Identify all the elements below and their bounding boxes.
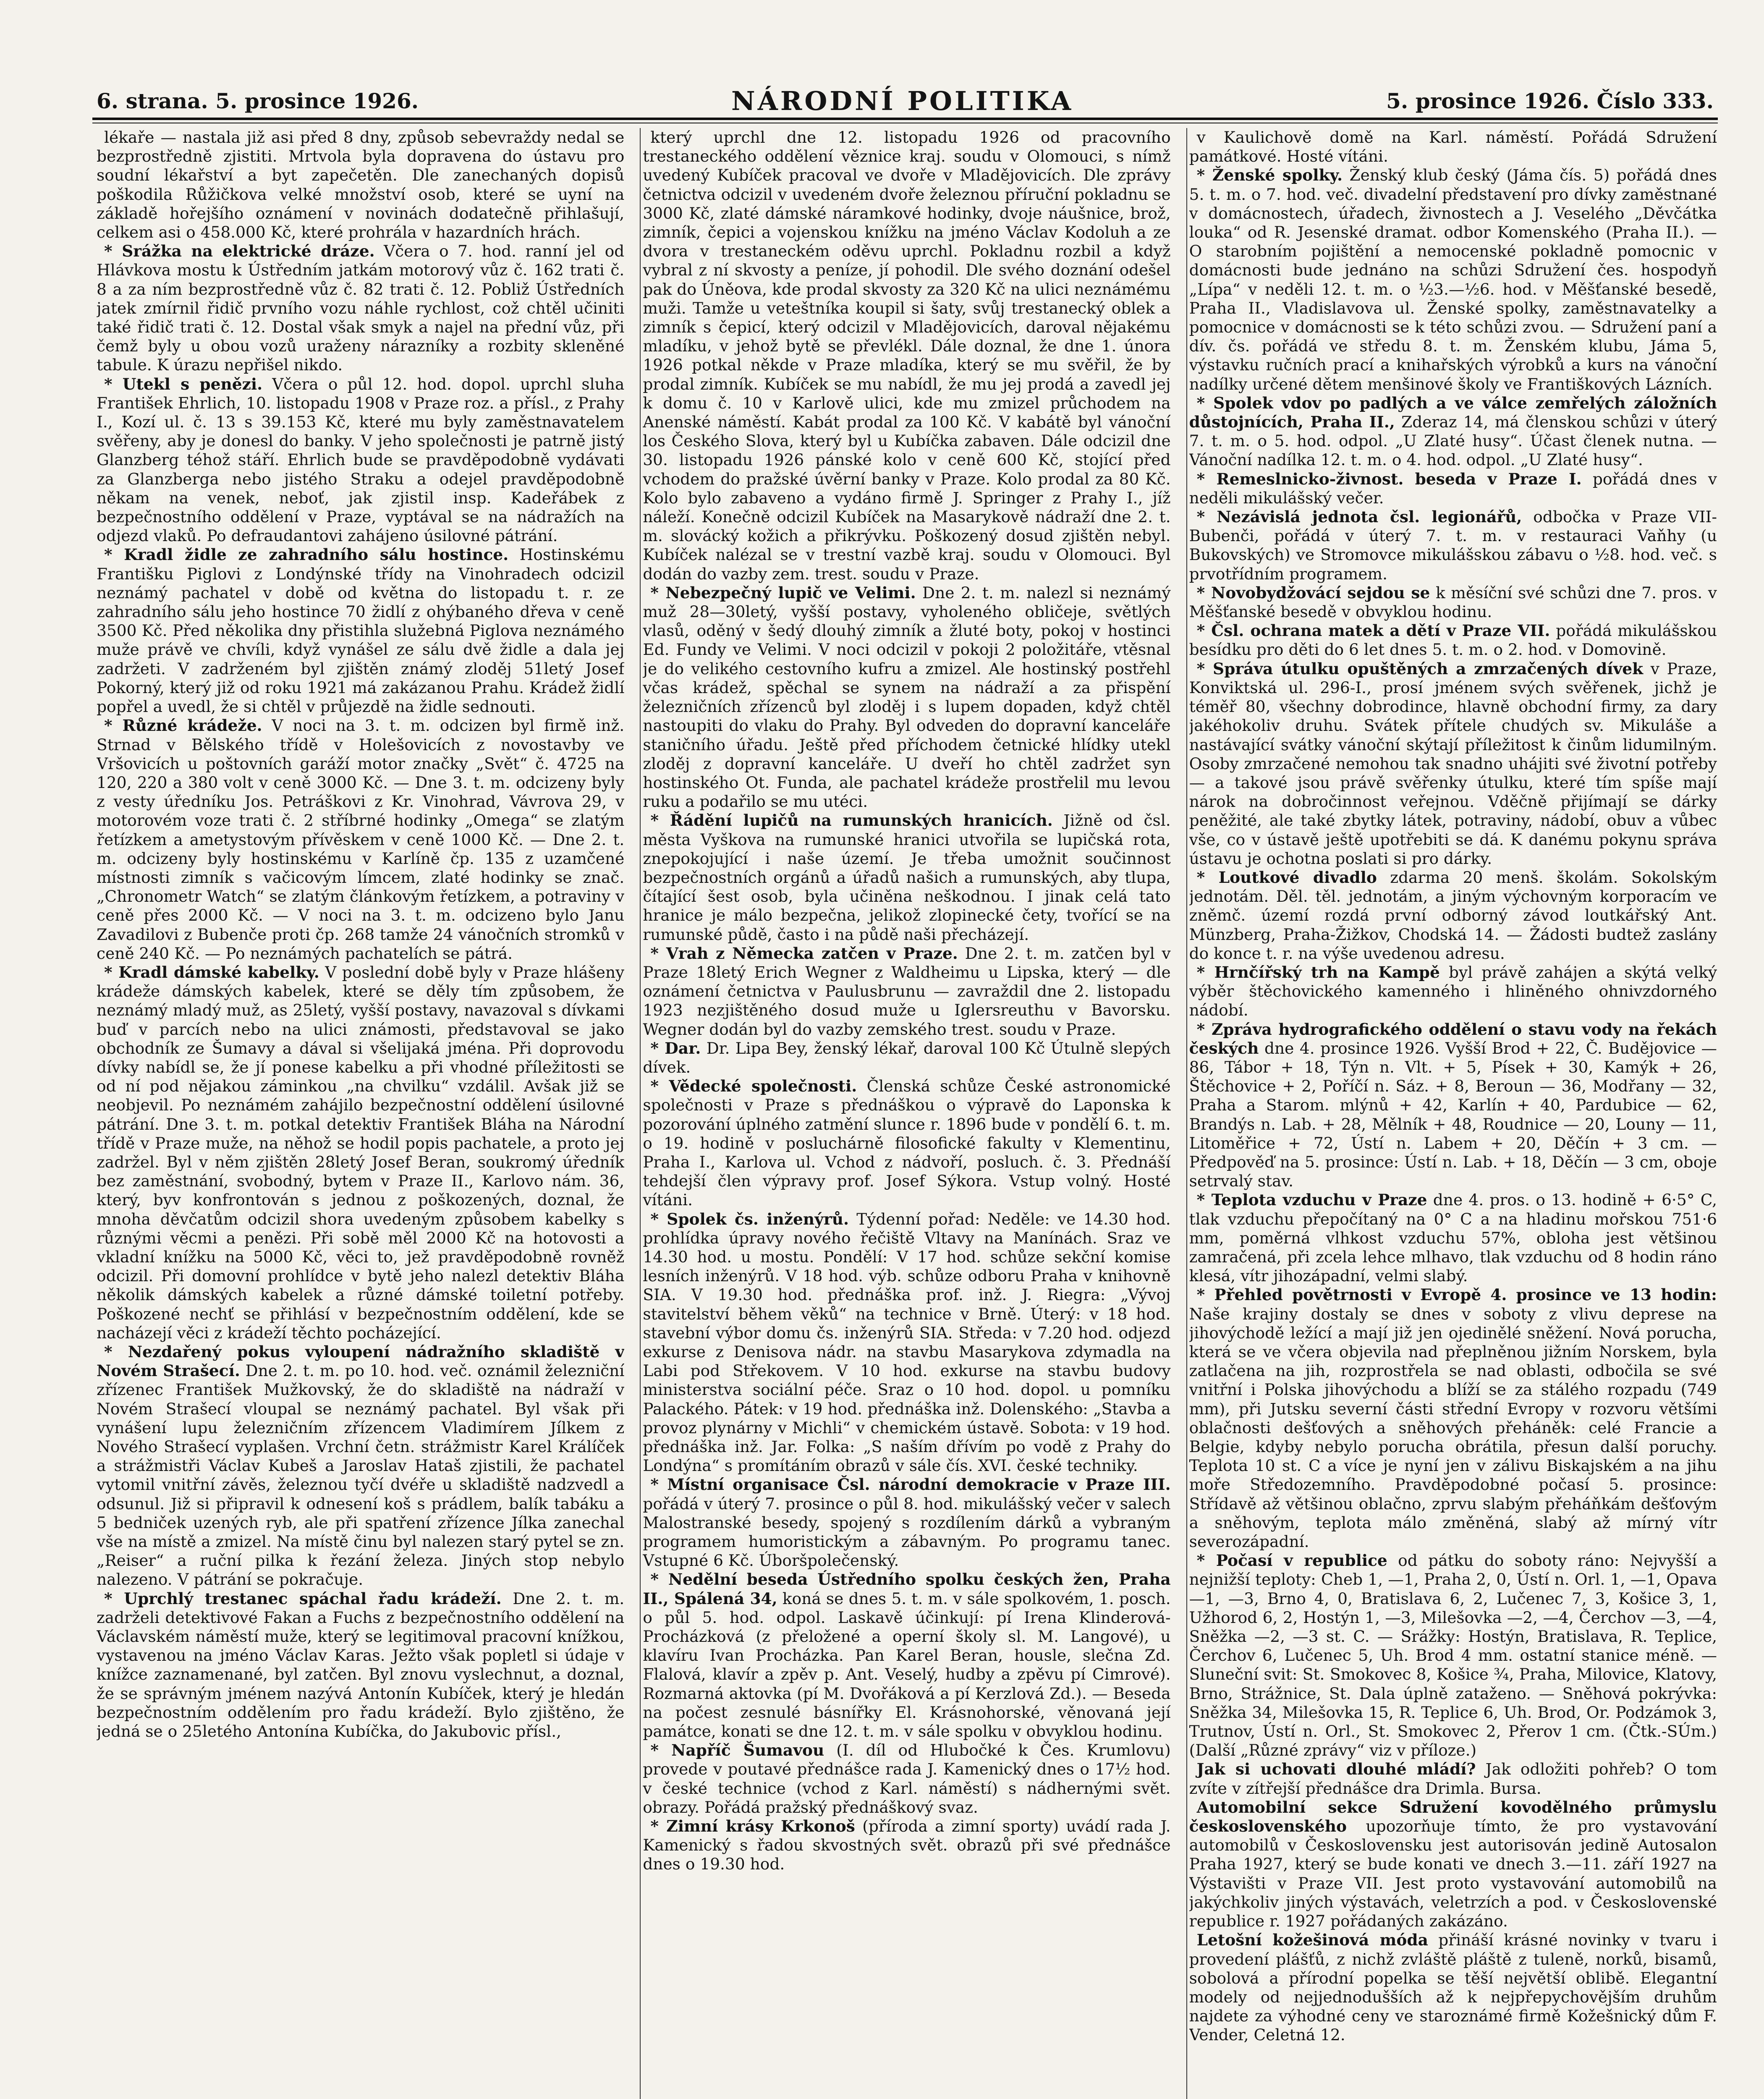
- article-paragraph: [1189, 1551, 1717, 1760]
- article-heading: * Čsl. ochrana matek a dětí v Praze VII.: [1196, 621, 1550, 640]
- article-paragraph: [1189, 621, 1717, 659]
- column-divider: [1186, 128, 1187, 2099]
- article-heading: * Počasí v republice: [1196, 1551, 1387, 1570]
- article-paragraph: [97, 716, 624, 963]
- article-heading: * Nedělní beseda Ústředního spolku českých žen, Praha II., Spálená 34,: [643, 1570, 1171, 1608]
- article-heading: * Hrnčířský trh na Kampě: [1196, 963, 1440, 981]
- page-header: [97, 86, 1714, 115]
- article-paragraph: [643, 128, 1170, 584]
- article-heading: Jak si uchovati dlouhé mládí?: [1196, 1760, 1476, 1779]
- article-paragraph: [643, 1039, 1170, 1077]
- article-paragraph: [1189, 1798, 1717, 1931]
- article-text: Dne 2. t. m. nalezl si neznámý muž 28—30letý, vyšší postavy, vyholeného obličeje, světlých vlasů, oděný v šedý dlouhý zimník a žluté boty, pokoj v hostinci Ed. Fundy ve Velimi. V noci odcizil v pokoji 2 položitáře, vtěsnal je do velikého cestovního kufru a zmizel. Ale hostinský postřehl včas krádež, spěchal se synem na nádraží a za přispění železničních zřízenců byl zloděj i s lupem dopaden, když chtěl nastoupiti do vlaku do Prahy. Byl odveden do dopravní kanceláře staničního úřadu. Ještě před příchodem četnické hlídky utekl zloděj z dopravní kanceláře. U dveří ho chtěl zadržet syn hostinského Ot. Funda, ale pachatel krádeže prostřelil mu levou ruku a podařilo se mu utéci.: [643, 583, 1171, 811]
- article-heading: * Kradl dámské kabelky.: [104, 963, 319, 981]
- article-paragraph: [643, 1077, 1170, 1209]
- article-heading: * Různé krádeže.: [104, 716, 262, 735]
- article-heading: * Řádění lupičů na rumunských hranicích.: [650, 811, 1053, 830]
- article-paragraph: [1189, 470, 1717, 508]
- article-heading: Letošní kožešinová móda: [1196, 1931, 1428, 1950]
- article-text: který uprchl dne 12. listopadu 1926 od pracovního trestaneckého oddělení věznice kraj. soudu v Olomouci, s nímž uvedený Kubíček pracoval ve dvoře v Mladějovicích. Dle zprávy četnictva odcizil v uvedeném dvoře železnou příruční pokladnu se 3000 Kč, zlaté dámské náramkové hodinky, dvoje náušnice, brož, zimník, čepici a vojenskou knížku na jméno Václav Kodoluh a ze dvora v trestaneckém oděvu uprchl. Pokladnu rozbil a když vybral z ní skvosty a peníze, jí pohodil. Dle svého doznání odešel pak do Úněova, kde prodal skvosty za 320 Kč na ulici neznámému muži. Tamže u veteštníka koupil si šaty, svůj trestanecký oblek a zimník s čepicí, který odcizil v Mladějovicích, daroval nějakému mladíku, v jehož bytě se převlékl. Dále doznal, že dne 1. února 1926 potkal někde v Praze mladíka, který se mu svěřil, že by prodal zimník. Kubíček se mu nabídl, že mu jej prodá a zavedl jej k domu č. 10 v Karlově ulici, kde mu zmizel průchodem na Anenské náměstí. Kabát prodal za 100 Kč. V kabátě byl vánoční los Českého Slova, který byl u Kubíčka zabaven. Dále odcizil dne 30. listopadu 1926 pánské kolo v ceně 600 Kč, stojící před vchodem do pražské úvěrní banky v Praze. Kolo prodal za 80 Kč. Kolo bylo zabaveno a vydáno firmě J. Springer z Prahy I., jíž náleží. Konečně odcizil Kubíček na Masarykově nádraží dne 2. t. m. slovácký kožich a přikrývku. Poškozený dosud zjištěn nebyl. Kubíček nalézal se v trestní vazbě kraj. soudu v Olomouci. Byl dodán do vazby zem. trest. soudu v Praze.: [643, 128, 1171, 583]
- article-paragraph: [1189, 1931, 1717, 2044]
- article-paragraph: [97, 545, 624, 716]
- article-heading: * Ženské spolky.: [1196, 166, 1343, 185]
- article-paragraph: [643, 811, 1170, 944]
- article-heading: * Uprchlý trestanec spáchal řadu krádeží.: [104, 1589, 502, 1608]
- article-text: Zderaz 14, má členskou schůzi v úterý 7. t. m. o 5. hod. odpol. „U Zlaté husy“. Účast členek nutna. — Vánoční nadílka 12. t. m. o 4. hod. odpol. „U Zlaté husy“.: [1189, 413, 1717, 469]
- article-paragraph: [1189, 868, 1717, 963]
- column-divider: [640, 128, 641, 2099]
- article-heading: * Spolek vdov po padlých a ve válce zemřelých záložních důstojnících, Praha II.,: [1189, 393, 1717, 432]
- article-text: odbočka v Praze VII-Bubenči, pořádá v úterý 7. t. m. v restauraci Vaňhy (u Bukovských) ve Stromovce mikulášskou zábavu o ½8. hod. več. s prvotřídním programem.: [1189, 508, 1717, 583]
- article-text: Naše krajiny dostaly se dnes v soboty z vlivu deprese na jihovýchodě ležící a mají již jen ojedinělé sněžení. Nová porucha, která se ve včera objevila nad přeplněnou jižním Norskem, byla zatlačena na jih, rozprostřela se nad oblasti, odbočila se své vnitřní i Polska jihovýchodu a blíží se za stálého rozpadu (749 mm), při Jutsku severní části střední Evropy v rozvoru většími oblačnosti dešťových a sněhových přeháněk: celé Francie a Belgie, kdyby nebylo porucha obrátila, přesun další poruchy. Teplota 10 st. C a více je nyní jen v zálivu Biskajském a na jihu moře Středozemního. Pravděpodobné počasí 5. prosince: Střídavě až většinou oblačno, zprvu slabým přeháňkám dešťovým a sněhovým, teplota málo změněná, slabý až mírný vítr severozápadní.: [1189, 1304, 1717, 1551]
- article-paragraph: [1189, 394, 1717, 470]
- article-paragraph: [643, 1570, 1170, 1741]
- article-heading: Automobilní sekce Sdružení kovodělného průmyslu československého: [1189, 1798, 1717, 1836]
- article-paragraph: [1189, 508, 1717, 584]
- header-issue-info: 5. prosince 1926. Číslo 333.: [1386, 88, 1714, 113]
- article-text: Hostinskému Františku Piglovi z Londýnské třídy na Vinohradech odcizil neznámý pachatel v době od května do listopadu t. r. ze zahradního sálu jeho hostince 70 židlí z ohýbaného dřeva v ceně 3500 Kč. Před několika dny přistihla služebná Piglova neznámého muže právě ve chvíli, když vynášel ze sálu dvě židle a dala jej zadržeti. V zadrženém byl zjištěn známý zloděj 51letý Josef Pokorný, který již od roku 1921 má zakázanou Prahu. Krádež židlí popřel a uvedl, že si chtěl v průjezdě na židle sednouti.: [97, 545, 625, 716]
- article-text: lékaře — nastala již asi před 8 dny, způsob sebevraždy nedal se bezprostředně zjistiti. Mrtvola byla dopravena do ústavu pro soudní lékařství a byt zapečetěn. Dle zanechaných dopisů poškodila Růžičkova velké množství osob, které se uyní na základě hořejšího oznámení v novinách dodatečně přihlašují, celkem asi o 458.000 Kč, které prohrála v hazardních hrách.: [97, 128, 625, 242]
- article-text: Týdenní pořad: Neděle: ve 14.30 hod. prohlídka úpravy nového řečiště Vltavy na Manínách. Sraz ve 14.30 hod. u mostu. Pondělí: V 17 hod. schůze sekční komise lesních inženýrů. V 18 hod. výb. schůze odboru Praha v knihovně SIA. V 19.30 hod. přednáška prof. inž. J. Riegra: „Vývoj stavitelství během věků“ na technice v Brně. Úterý: v 18 hod. stavební výbor domu čs. inženýrů SIA. Středa: v 7.20 hod. odjezd exkurse z Denisova nádr. na stavbu Masarykova zdymadla na Labi pod Střekovem. V 10 hod. exkurse na stavbu budovy ministerstva sociální péče. Sraz o 10 hod. dopol. u pomníku Palackého. Pátek: v 19 hod. přednáška inž. Dolenského: „Stavba a provoz plynárny v Michli“ v chemickém ústavě. Sobota: v 19 hod. přednáška inž. Jar. Folka: „S naším dřívím po vodě z Prahy do Londýna“ s promítáním obrazů v sále čís. XVI. české techniky.: [643, 1209, 1171, 1475]
- article-paragraph: [643, 944, 1170, 1039]
- article-text: v Kaulichově domě na Karl. náměstí. Pořádá Sdružení památkové. Hosté vítáni.: [1189, 128, 1717, 166]
- article-text: Včera o půl 12. hod. dopol. uprchl sluha František Ehrlich, 10. listopadu 1908 v Praze roz. a přísl., z Prahy I., Kozí ul. č. 13 s 39.153 Kč, které mu byly zaměstnavatelem svěřeny, aby je donesl do banky. V jeho společnosti je patrně jistý Glanzberg téhož stáří. Ehrlich bude se pravděpodobně vydávati za Glanzberga nebo jistého Straku a odejel pravděpodobně někam na venek, neboť, jak zjistil insp. Kadeřábek z bezpečnostního oddělení v Praze, vyptával se na nádražích na odjezd vlaků. Po defraudantovi zahájeno úsilovné pátrání.: [97, 374, 625, 545]
- newspaper-title: NÁRODNÍ POLITIKA: [731, 85, 1074, 116]
- article-paragraph: [1189, 1020, 1717, 1191]
- article-heading: * Dar.: [650, 1039, 701, 1057]
- article-text: pořádá mikulášskou besídku pro děti do 6 let dnes 5. t. m. o 2. hod. v Domovině.: [1189, 621, 1717, 659]
- article-heading: * Kradl židle ze zahradního sálu hostince.: [104, 545, 509, 564]
- article-paragraph: [1189, 584, 1717, 621]
- article-text: zdarma 20 menš. školám. Sokolským jednotám. Děl. těl. jednotám, a jiným výchovným korporacím ve zněmč. území rozdá první odborný závod loutkářský Ant. Münzberg, Praha-Žižkov, Chodská 14. — Žádosti budtež zaslány do konce t. r. na výše uvedenou adresu.: [1189, 868, 1717, 963]
- article-paragraph: [643, 1210, 1170, 1476]
- article-paragraph: [97, 242, 624, 374]
- article-text: pořádá v úterý 7. prosince o půl 8. hod. mikulášský večer v salech Malostranské besedy, spojený s rozdílením dárků a vybraným programem humoristickým a zábavným. Po programu tanec. Vstupné 6 Kč. Úboršpolečenský.: [643, 1494, 1171, 1570]
- article-heading: * Nezávislá jednota čsl. legionářů,: [1196, 508, 1522, 526]
- article-text: Včera o 7. hod. ranní jel od Hlávkova mostu k Ústředním jatkám motorový vůz č. 162 trati č. 8 a za ním bezprostředně vůz č. 82 trati č. 12. Pobliž Ústředních jatek zmírnil řidič prvního vozu náhle rychlost, což chtěl učiniti také řidič trati č. 12. Dostal však smyk a najel na přední vůz, při čemž byly u obou vozů uraženy nárazníky a rozbity skleněné tabule. K úrazu nepřišel nikdo.: [97, 242, 625, 374]
- article-text: k měsíční své schůzi dne 7. pros. v Měšťanské besedě v obvyklou hodinu.: [1189, 583, 1717, 621]
- article-paragraph: [97, 128, 624, 242]
- article-text: Členská schůze České astronomické společnosti v Praze s přednáškou o výpravě do Laponska k pozorování úplného zatmění slunce r. 1896 bude v pondělí 6. t. m. o 19. hodině v posluchárně filosofické fakulty v Klementinu, Praha I., Karlova ul. Vchod z nádvoří, posluch. č. 3. Přednáší tehdejší člen výpravy prof. Josef Sýkora. Vstup volný. Hosté vítáni.: [643, 1077, 1171, 1209]
- article-paragraph: [1189, 1760, 1717, 1798]
- article-heading: * Napříč Šumavou: [650, 1741, 824, 1760]
- article-columns: [97, 128, 1717, 2099]
- article-heading: * Spolek čs. inženýrů.: [650, 1209, 849, 1228]
- article-text: koná se dnes 5. t. m. v sále spolkovém, 1. posch. o půl 5. hod. odpol. Laskavě účinkují: pí Irena Klinderová-Procházková (z přeložené a operní školy sl. M. Langové), u klavíru Ivan Procházka. Pan Karel Beran, housle, slečna Zd. Flalová, klavír a zpěv p. Ant. Veselý, hudby a zpěvu pí Cimrové). Rozmarná aktovka (pí M. Dvořáková a pí Kerzlová Zd.). — Beseda na počest zesnulé básnířky El. Krásnohorské, věnovaná její památce, konati se dne 12. t. m. v sále spolku v obvyklou hodinu.: [643, 1589, 1171, 1741]
- article-text: Dne 2. t. m. zatčen byl v Praze 18letý Erich Wegner z Waldheimu u Lipska, který — dle oznámení četnictva v Paulusbrunu — zavraždil dne 2. listopadu 1923 nezjištěného dosud muže u Iglersreuthu v Bavorsku. Wegner dodán byl do vazby zemského trest. soudu v Praze.: [643, 944, 1171, 1039]
- article-text: (příroda a zimní sporty) uvádí rada J. Kamenický s řadou skvostných svět. obrazů při své přednášce dnes o 19.30 hod.: [643, 1817, 1171, 1874]
- article-heading: * Vědecké společnosti.: [650, 1077, 857, 1096]
- article-text: Dne 2. t. m. po 10. hod. več. oznámil železniční zřízenec František Mužkovský, že do skladiště na nádraží v Novém Strašecí vloupal se neznámý pachatel. Byl však při vynášení lupu železničním zřízencem Vladimírem Jílkem z Nového Strašecí vyplašen. Vrchní četn. strážmistr Karel Králíček a strážmistři Václav Kubeš a Jaroslav Hataš zjistili, že pachatel vytomil vnitřní závěs, železnou tyčí dvéře u skladiště nadzvedl a odsunul. Již si připravil k odnesení koš s prádlem, balík tabáku a 5 bedniček uzených ryb, ale při spatření zřízence Jílka zanechal vše na místě a zmizel. Na místě činu byl nalezen starý pytel se zn. „Reiser“ a ruční pilka k řezání železa. Jiných stop nebylo nalezeno. V pátrání se pokračuje.: [97, 1361, 625, 1589]
- article-text: upozorňuje tímto, že pro vystavování automobilů v Československu jest autorisován jedině Autosalon Praha 1927, který se bude konati ve dnech 3.—11. září 1927 na Výstavišti v Praze VII. Jest proto vystavování automobilů na jakýchkoliv jiných výstavách, veletrzích a pod. v Československé republice r. 1927 pořádaných zakázáno.: [1189, 1817, 1717, 1931]
- article-text: V poslední době byly v Praze hlášeny krádeže dámských kabelek, které se děly tím způsobem, že neznámý mladý muž, as 25letý, vyšší postavy, navazoval s dívkami buď v parcích nebo na ulici známosti, představoval se jako obchodník ze Šumavy a dával si všelijaká jména. Při doprovodu dívky nabídl se, že jí ponese kabelku a při vhodné příležitosti se od ní pod nějakou záminkou „na chvilku“ vzdálil. Avšak již se neobjevil. Po neznámém zahájilo bezpečnostní oddělení úsilovné pátrání. Dne 3. t. m. potkal detektiv František Bláha na Národní třídě v Praze muže, na něhož se hodil popis pachatele, a proto jej zadržel. Byl v něm zjištěn 28letý Josef Beran, soukromý úředník bez zaměstnání, svobodný, bytem v Praze II., Karlovo nám. 36, který, byv konfrontován s jednou z poškozených, doznal, že mnoha děvčatům odcizil shora uvedeným způsobem kabelky s různými věcmi a penězi. Při sobě měl 2000 Kč na hotovosti a vkladní knížku na 5000 Kč, věci to, jež pravděpodobně rovněž odcizil. Při domovní prohlídce v bytě jeho nalezl detektiv Bláha několik dámských kabelek a různé dámské toiletní potřeby. Poškozené nechť se přihlásí v bezpečnostním oddělení, kde se nacházejí věci z krádeží těchto pocházející.: [97, 963, 625, 1342]
- article-paragraph: [1189, 166, 1717, 393]
- article-heading: * Správa útulku opuštěných a zmrzačených dívek: [1196, 659, 1644, 678]
- article-paragraph: [1189, 1285, 1717, 1551]
- article-heading: * Loutkové divadlo: [1196, 868, 1377, 887]
- article-text: byl právě zahájen a skýtá velký výběr štěchovického kamenného i hliněného ohnivzdorného nádobí.: [1189, 963, 1717, 1020]
- article-paragraph: [1189, 660, 1717, 868]
- article-text: v Praze, Konviktská ul. 296-I., prosí jménem svých svěřenek, jichž je téměř 80, všechny dobrodince, hlavně obchodní firmy, za dary jakéhokoliv druhu. Svátek přítele chudých sv. Mikuláše a nastávající svátky vánoční skýtají příležitost k činům lidumilným. Osoby zmrzačené nemohou tak snadno uhájiti své životní potřeby — a takové jsou právě svěřenky útulku, které tím spíše mají nárok na dobročinnost veřejnou. Vděčně přijímají se dárky peněžité, ale také zbytky látek, potraviny, nádobí, obuv a vůbec vše, co v ústavě ještě upotřebiti se dá. K danému pokynu správa ústavu je ochotna poslati si pro dárky.: [1189, 659, 1717, 868]
- article-text: přináší krásné novinky v tvaru i provedení plášťů, z nichž zvláště pláště z tuleně, norků, bisamů, sobolová a přírodní popelka se těší největší oblibě. Elegantní modely od nejjednodušších až k nejpřepychovějším druhům najdete za výhodné ceny ve staroznámé firmě Kožešnický dům F. Vender, Celetná 12.: [1189, 1931, 1717, 2044]
- header-page-info: 6. strana. 5. prosince 1926.: [97, 88, 419, 113]
- article-text: dne 4. prosince 1926. Vyšší Brod + 22, Č. Budějovice — 86, Tábor + 18, Týn n. Vlt. + 5, Písek + 30, Kamýk + 26, Štěchovice + 2, Poříčí n. Sáz. + 8, Beroun — 36, Modřany — 32, Praha a Starom. mlýnů + 42, Karlín + 40, Pardubice — 62, Brandýs n. Lab. + 28, Mělník + 48, Roudnice — 20, Louny — 11, Litoměřice + 72, Ústí n. Labem + 20, Děčín + 3 cm. — Předpověď na 5. prosince: Ústí n. Lab. + 18, Děčín — 3 cm, oboje setrvalý stav.: [1189, 1039, 1717, 1191]
- article-text: Jižně od čsl. města Vyškova na rumunské hranici utvořila se lupičská rota, znepokojující i naše území. Je třeba umožnit součinnost bezpečnostních orgánů a úřadů našich a rumunských, aby tlupa, čítající šest osob, byla učiněna neškodnou. I jinak celá tato hranice je málo bezpečna, jelikož zlopinecké čety, tvořící se na rumunské půdě, často i na půdě naši přecházejí.: [643, 811, 1171, 944]
- article-heading: * Zimní krásy Krkonoš: [650, 1817, 855, 1836]
- article-heading: * Teplota vzduchu v Praze: [1196, 1191, 1427, 1209]
- article-heading: * Novobydžovácí sejdou se: [1196, 583, 1430, 602]
- article-heading: * Utekl s penězi.: [104, 374, 263, 393]
- article-heading: * Vrah z Německa zatčen v Praze.: [650, 944, 958, 963]
- column-3: [1189, 128, 1717, 2099]
- article-text: pořádá dnes v neděli mikulášský večer.: [1189, 469, 1717, 507]
- article-text: Jak odložiti pohřeb? O tom zvíte v zítřejší přednášce dra Drimla. Bursa.: [1189, 1760, 1717, 1798]
- article-paragraph: [1189, 1191, 1717, 1285]
- article-paragraph: [97, 375, 624, 546]
- article-paragraph: [97, 1589, 624, 1741]
- article-text: Dr. Lipa Bey, ženský lékař, daroval 100 Kč Útulně slepých dívek.: [643, 1039, 1171, 1076]
- article-paragraph: [643, 1475, 1170, 1570]
- article-text: (I. díl od Hlubočké k Čes. Krumlovu) provede v poutavé přednášce rada J. Kamenický dnes o 17½ hod. v české technice (vchod z Karl. náměstí) s nádhernými svět. obrazy. Pořádá pražský přednáškový svaz.: [643, 1741, 1171, 1816]
- article-paragraph: [97, 1343, 624, 1589]
- header-rule: [92, 118, 1718, 120]
- article-paragraph: [643, 584, 1170, 811]
- article-heading: * Nebezpečný lupič ve Velimi.: [650, 583, 916, 602]
- article-text: V noci na 3. t. m. odcizen byl firmě inž. Strnad v Bělského třídě v Holešovicích z novostavby ve Vršovicích u poštovních garáží motor značky „Svět“ č. 4725 na 120, 220 a 380 volt v ceně 3000 Kč. — Dne 3. t. m. odcizeny byly z vesty úředníku Jos. Petráškovi z Kr. Vinohrad, Vávrova 29, v motorovém voze trati č. 2 stříbrné hodinky „Omega“ se zlatým řetízkem a ametystovým přívěskem v ceně 1000 Kč. — Dne 2. t. m. odcizeny byly hostinskému v Karlíně čp. 135 z uzamčené místnosti zimník s vačicovým límcem, zlaté hodinky se znač. „Chronometr Watch“ se zlatým článkovým řetízkem, a potraviny v ceně přes 2000 Kč. — V noci na 3. t. m. odcizeno bylo Janu Zavadilovi z Bubenče proti čp. 268 tamže 24 vánočních stromků v ceně 240 Kč. — Po neznámých pachatelích se pátrá.: [97, 716, 625, 963]
- article-paragraph: [1189, 128, 1717, 166]
- article-paragraph: [97, 963, 624, 1343]
- column-1: [97, 128, 624, 2099]
- article-text: dne 4. pros. o 13. hodině + 6·5° C, tlak vzduchu přepočítaný na 0° C a na hladinu mořskou 751·6 mm, poměrná vlhkost vzduchu 57%, obloha jest většinou zamračená, při zcela lehce mlhavo, tlak vzduchu od 8 hodin ráno klesá, vítr jihozápadní, velmi slabý.: [1189, 1191, 1717, 1285]
- article-text: od pátku do soboty ráno: Nejvyšší a nejnižší teploty: Cheb 1, —1, Praha 2, 0, Ústí n. Orl. 1, —1, Opava —1, —3, Brno 4, 0, Bratislava 6, 2, Lučenec 7, 3, Košice 3, 1, Užhorod 6, 2, Hostýn 1, —3, Milešovka —2, —4, Čerchov —3, —4, Sněžka —2, —3 st. C. — Srážky: Hostýn, Bratislava, R. Teplice, Čerchov 6, Lučenec 5, Uh. Brod 4 mm. ostatní stanice méně. — Sluneční svit: St. Smokovec 8, Košice ¾, Praha, Milovice, Klatovy, Brno, Strážnice, St. Dala úplně zataženo. — Sněhová pokrývka: Sněžka 34, Milešovka 15, R. Teplice 6, Uh. Brod, Or. Podzámok 3, Trutnov, Ústí n. Orl., St. Smokovec 2, Přerov 1 cm. (Čtk.-SÚm.) (Další „Různé zprávy“ viz v příloze.): [1189, 1551, 1717, 1760]
- article-heading: * Přehled povětrnosti v Evropě 4. prosince ve 13 hodin:: [1196, 1285, 1717, 1304]
- article-heading: * Zpráva hydrografického oddělení o stavu vody na řekách českých: [1189, 1020, 1717, 1057]
- column-2: [643, 128, 1170, 2099]
- article-heading: * Místní organisace Čsl. národní demokracie v Praze III.: [650, 1475, 1171, 1494]
- article-heading: * Srážka na elektrické dráze.: [104, 242, 375, 261]
- article-text: Ženský klub český (Jáma čís. 5) pořádá dnes 5. t. m. o 7. hod. več. divadelní představení pro dívky zaměstnané v domácnostech, úřadech, živnostech a J. Veselého „Děvčátka louka“ od R. Jesenské dramat. odbor Komenského (Praha II.). — O starobním pojištění a nemocenské pokladně pomocnic v domácnosti bude jednáno na schůzi Sdružení čes. hospodyň „Lípa“ v neděli 12. t. m. o ½3.—½6. hod. v Měšťanské besedě, Praha II., Vladislavova ul. Ženské spolky, zaměstnavatelky a pomocnice v domácnosti se k této schůzi zvou. — Sdružení paní a dív. čs. pořádá ve středu 8. t. m. Ženském klubu, Jáma 5, výstavku ručních prací a knihařských výrobků a kurs na vánoční nadílky určené dětem menšinové školy ve Františkových Lázních.: [1189, 166, 1717, 393]
- article-paragraph: [643, 1741, 1170, 1817]
- article-heading: * Nezdařený pokus vyloupení nádražního skladiště v Novém Strašecí.: [97, 1343, 625, 1380]
- article-text: Dne 2. t. m. zadrželi detektivové Fakan a Fuchs z bezpečnostního oddělení na Václavském náměstí muže, který se legitimoval pracovní knížkou, vystavenou na jméno Václav Karas. Ježto však popletl si údaje v knížce zaznamenané, byl zatčen. Byl znovu vyslechnut, a doznal, že se správným jménem nazývá Antonín Kubíček, který je hledán bezpečnostním oddělením pro řadu krádeží. Bylo zjištěno, že jedná se o 25letého Antonína Kubíčka, do Jakubovic přísl.,: [97, 1589, 625, 1741]
- article-paragraph: [1189, 963, 1717, 1020]
- article-paragraph: [643, 1817, 1170, 1874]
- article-heading: * Remeslnicko-živnost. beseda v Praze I.: [1196, 469, 1582, 488]
